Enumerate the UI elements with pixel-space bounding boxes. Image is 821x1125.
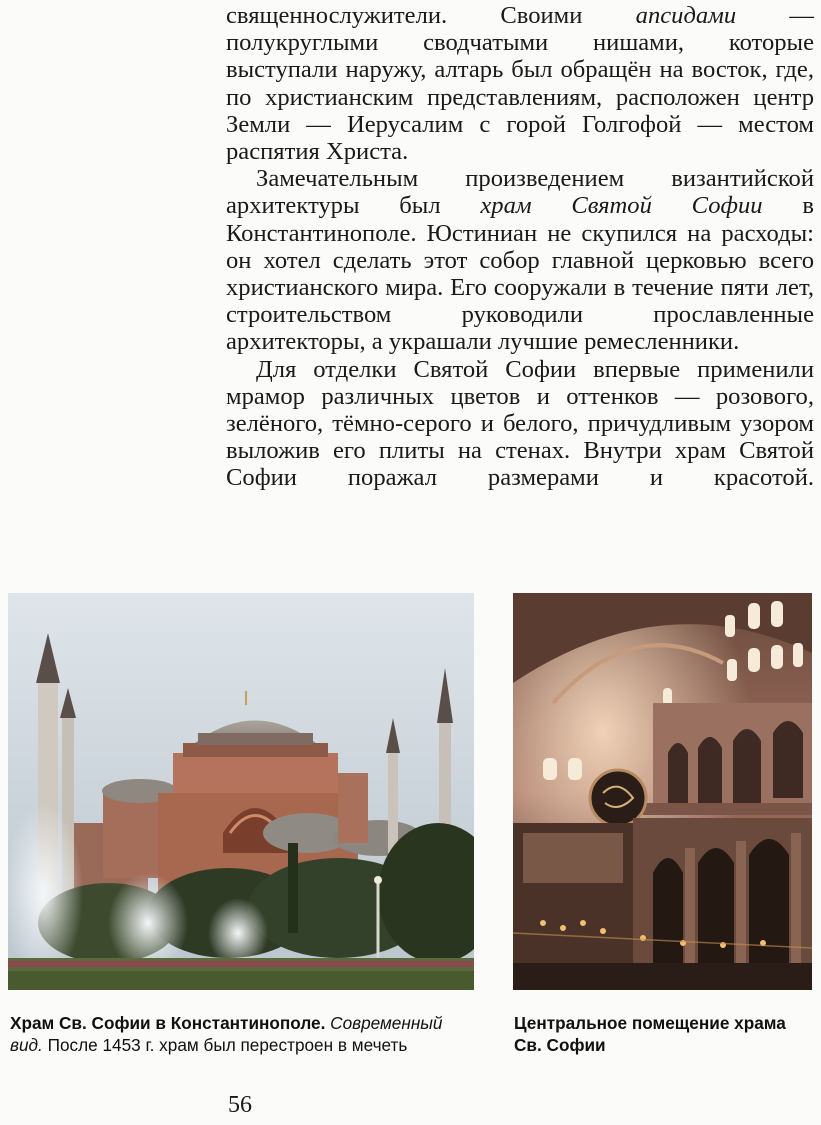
caption-exterior-view: Современный вид.: [10, 1013, 443, 1055]
page-number: 56: [228, 1092, 252, 1118]
paragraph-apses: [226, 2, 814, 165]
p1-text-end: — полукруглыми сводчатыми нишами, которые выступали наружу, алтарь был обращён на восток, где, по христианским представлениям, расположен центр Земли — Иерусалим с горой Голгофой — местом распятия Христа.: [226, 2, 814, 166]
p2-text-start: Замечательным произведением византийской архитектуры был: [226, 165, 814, 220]
hagia-sophia-exterior-photo: [8, 593, 474, 990]
paragraph-marble: [226, 356, 814, 492]
p3-text: Для отделки Святой Софии впервые применили мрамор различных цветов и оттенков — розового, зелёного, тёмно-серого и белого, причудливым узором выложив его плиты на стенах. Внутри храм Святой Софии поражал размерами и красотой.: [226, 355, 814, 492]
paragraph-hagia-sophia: [226, 165, 814, 355]
caption-exterior: [10, 1013, 470, 1056]
p1-text-start: священнослужители. Своими: [226, 2, 636, 29]
p2-text-end: в Константинополе. Юстиниан не скупился на расходы: он хотел сделать этот собор главной церковью всего христианского мира. Его сооружали в течение пяти лет, строительством руководили прославленные архитекторы, а украшали лучшие ремесленники.: [226, 192, 815, 356]
caption-exterior-note: После 1453 г. храм был перестроен в мечеть: [42, 1034, 408, 1055]
main-text: [226, 2, 814, 492]
caption-exterior-title: Храм Св. Софии в Константинополе.: [10, 1013, 326, 1033]
caption-interior: [514, 1013, 814, 1056]
caption-interior-title: Центральное помещение храма Св. Софии: [514, 1013, 786, 1055]
term-apses: апсидами: [635, 2, 737, 29]
hagia-sophia-interior-photo: [513, 593, 812, 990]
term-hagia-sophia: храм Святой Софии: [480, 192, 763, 220]
